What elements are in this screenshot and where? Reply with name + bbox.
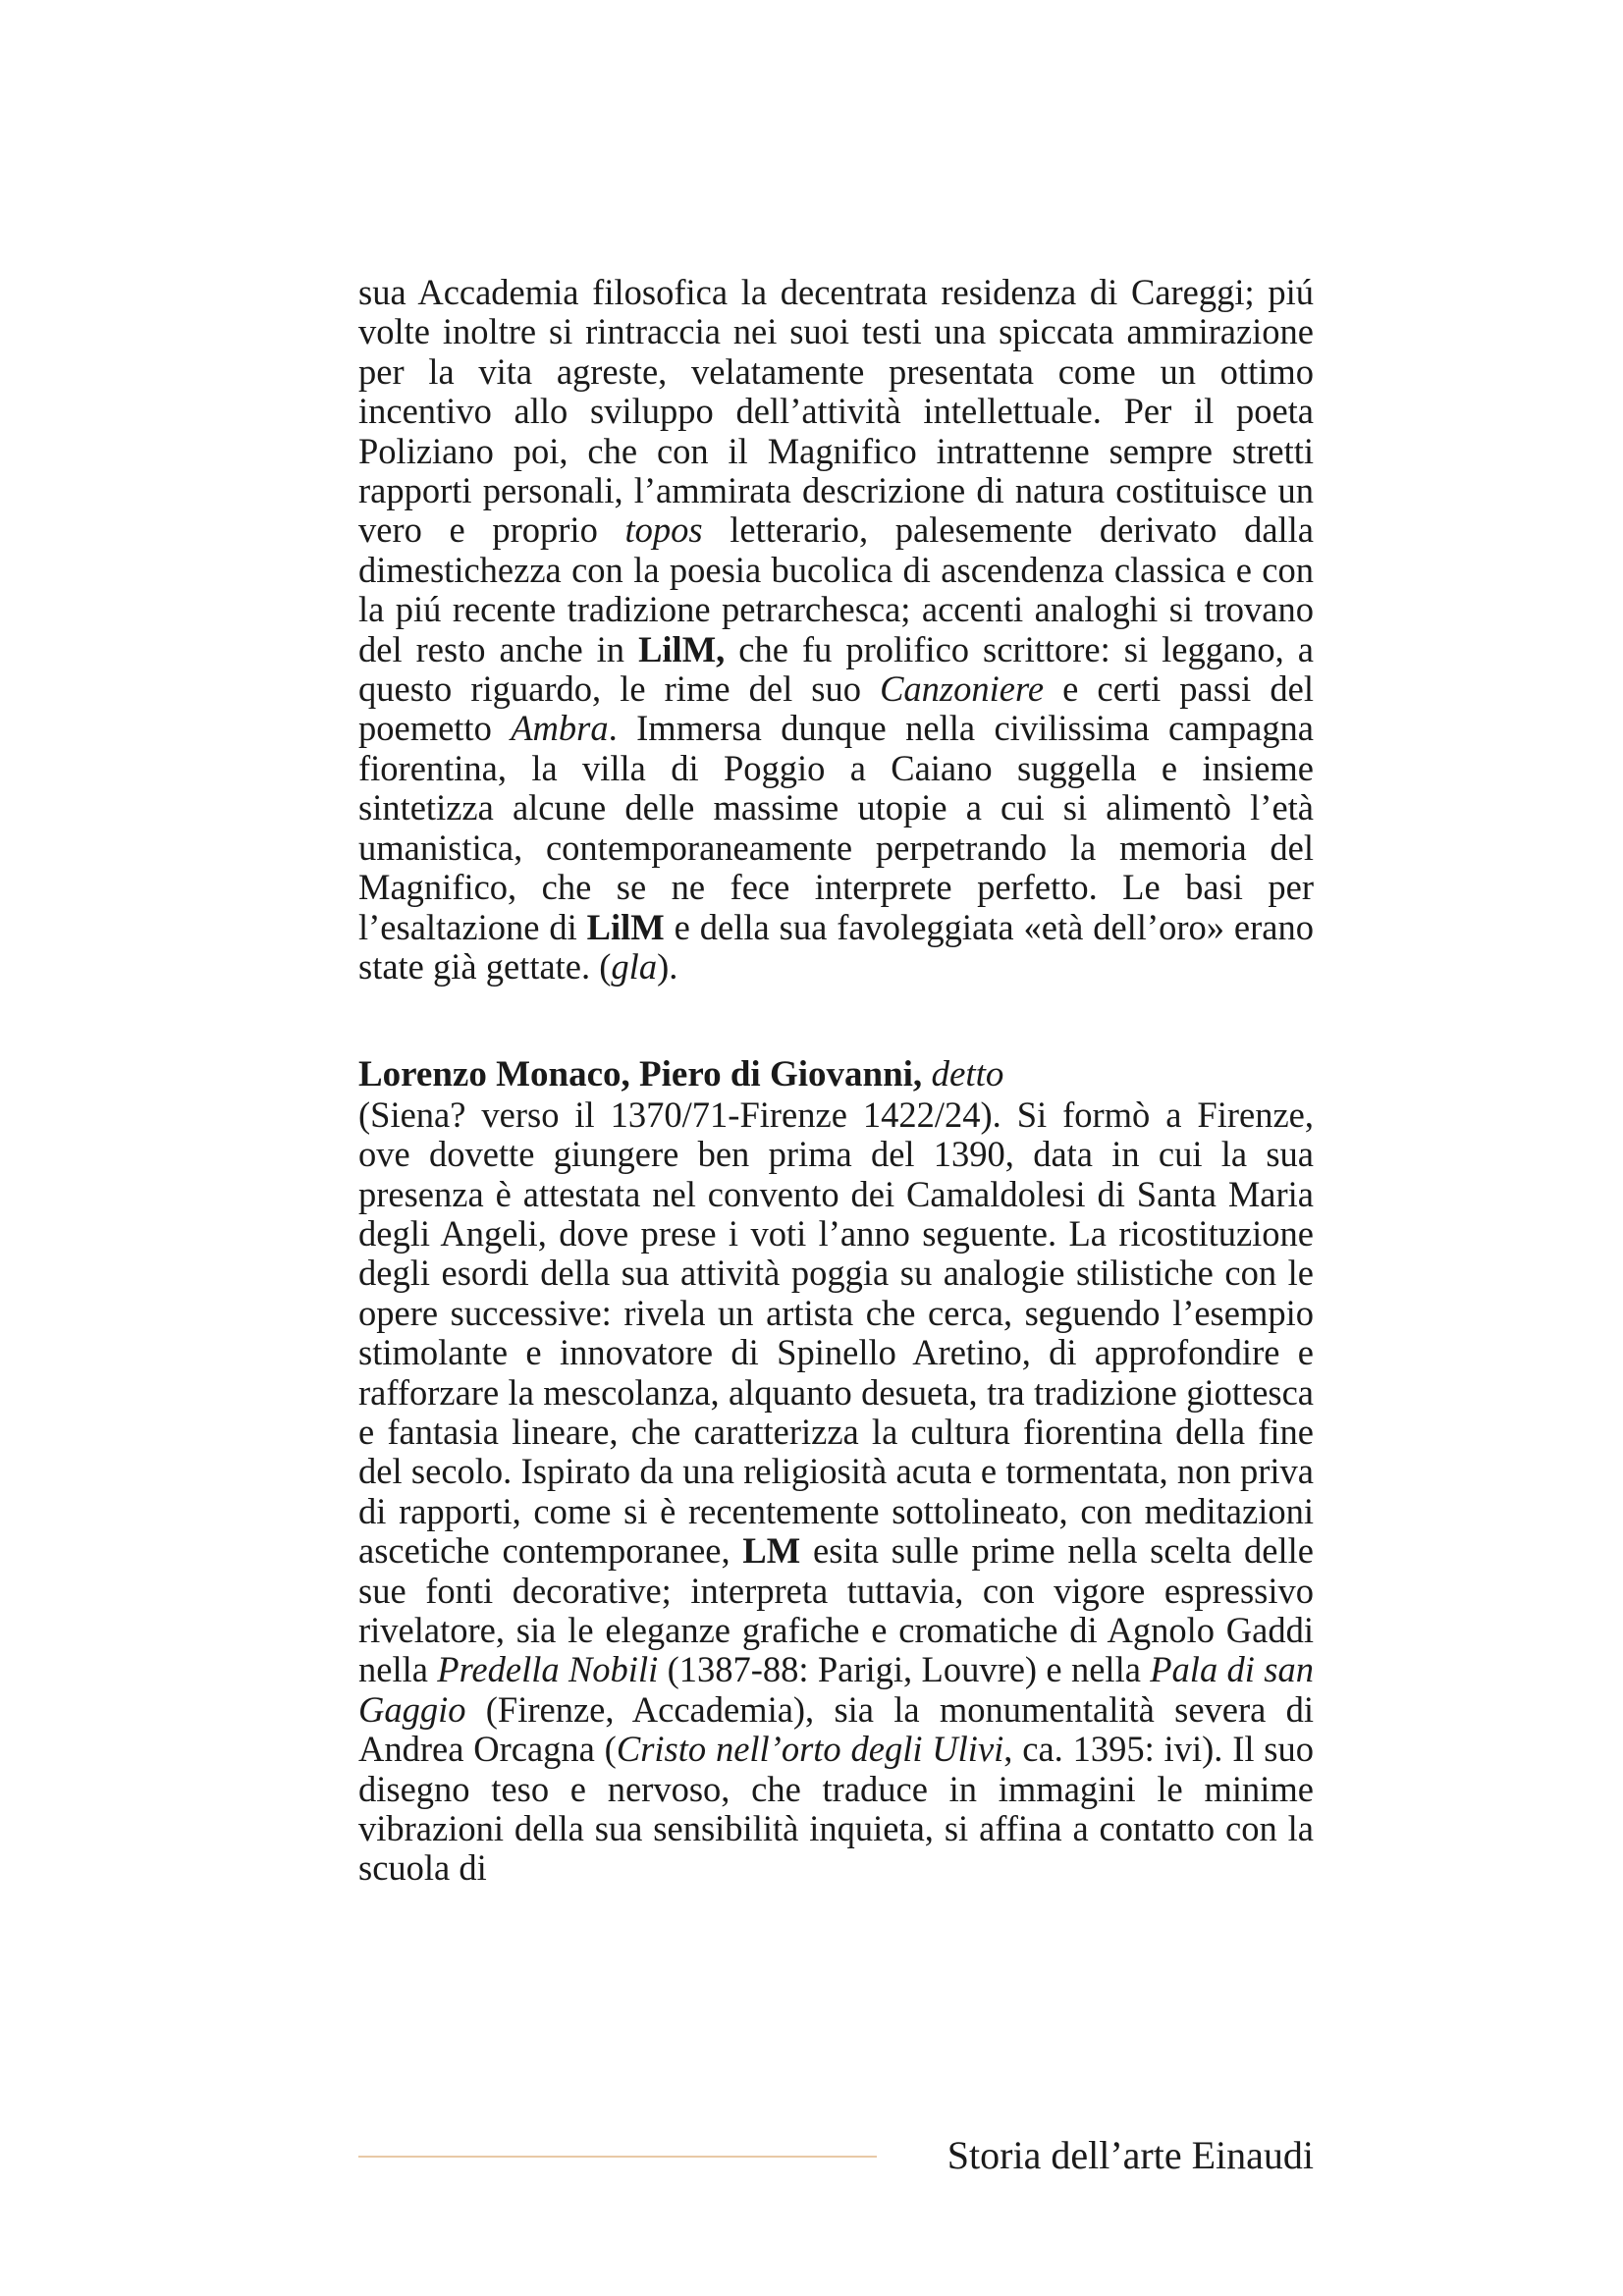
page-footer xyxy=(358,2132,1314,2181)
italic-title: Canzoniere xyxy=(880,668,1045,710)
italic-title: Cristo nell’orto degli Ulivi xyxy=(616,1729,1004,1770)
text-run: letterario, palesemente derivato dalla dimestichezza con la poesia bucolica di ascendenza classica e con la piú recente tradizione petrarchesca; accenti analoghi si trovano del resto anche in xyxy=(358,509,1315,669)
entry-heading xyxy=(358,1055,1314,1095)
footer-rule xyxy=(358,2156,877,2158)
entry-paragraph xyxy=(358,1095,1314,1889)
entry-alias: detto xyxy=(931,1054,1004,1095)
text-run: (Siena? verso il 1370/71-Firenze 1422/24). Si formò a Firenze, ove dovette giungere ben prima del 1390, data in cui la sua presenza è attestata nel convento dei Camaldolesi di Santa Maria degli Angeli, dove prese i voti l’anno seguente. La ricostituzione degli esordi della sua attività poggia su analogie stilistiche con le opere successive: rivela un artista che cerca, seguendo l’esempio stimolante e innovatore di Spinello Aretino, di approfondire e rafforzare la mescolanza, alquanto desueta, tra tradizione giottesca e fantasia lineare, che caratterizza la cultura fiorentina della fine del secolo. Ispirato da una religiosità acuta e tormentata, non priva di rapporti, come si è recentemente sottolineato, con meditazioni ascetiche contemporanee, xyxy=(358,1094,1314,1572)
bold-abbreviation: LM xyxy=(742,1530,801,1572)
author-signature: gla xyxy=(611,945,658,987)
text-run: (Firenze, Accademia), sia la monumentalità severa di Andrea Orcagna ( xyxy=(358,1688,1314,1770)
page-body xyxy=(358,273,1314,1889)
text-run: ). xyxy=(657,945,678,987)
bold-abbreviation: LilM, xyxy=(638,628,726,669)
italic-title: Ambra xyxy=(511,708,609,749)
footer-title: Storia dell’arte Einaudi xyxy=(947,2133,1314,2177)
bold-abbreviation: LilM xyxy=(586,906,665,947)
entry-name: Lorenzo Monaco, Piero di Giovanni, xyxy=(358,1054,923,1095)
italic-title: Predella Nobili xyxy=(437,1649,659,1690)
continuation-paragraph xyxy=(358,273,1314,987)
text-run: (1387-88: Parigi, Louvre) e nella xyxy=(658,1649,1151,1690)
text-run: , ca. 1395: ivi). Il suo disegno teso e nervoso, che traduce in immagini le minime vibrazioni della sua sensibilità inquieta, si affina a contatto con la scuola di xyxy=(358,1729,1315,1889)
text-run: esita sulle prime nella scelta delle sue fonti decorative; interpreta tuttavia, con vigore espressivo rivelatore, sia le eleganze grafiche e cromatiche di Agnolo Gaddi nella xyxy=(358,1530,1314,1690)
italic-term: topos xyxy=(624,509,703,551)
italic-title: Pala di san Gaggio xyxy=(358,1649,1314,1730)
text-run: che fu prolifico scrittore: si leggano, a questo riguardo, le rime del suo xyxy=(358,628,1314,710)
text-run: e della sua favoleggiata «età dell’oro» erano state già gettate. ( xyxy=(358,906,1314,987)
text-run: sua Accademia filosofica la decentrata residenza di Careggi; piú volte inoltre si rintraccia nei suoi testi una spiccata ammirazione per la vita agreste, velatamente presentata come un ottimo incentivo allo sviluppo dell’attività intellettuale. Per il poeta Poliziano poi, che con il Magnifico intrattenne sempre stretti rapporti personali, l’ammirata descrizione di natura costituisce un vero e proprio xyxy=(358,272,1314,551)
text-run: . Immersa dunque nella civilissima campagna fiorentina, la villa di Poggio a Caiano suggella e insieme sintetizza alcune delle massime utopie a cui si alimentò l’età umanistica, contemporaneamente perpetrando la memoria del Magnifico, che se ne fece interprete perfetto. Le basi per l’esaltazione di xyxy=(358,708,1314,947)
text-run: e certi passi del poemetto xyxy=(358,668,1314,749)
